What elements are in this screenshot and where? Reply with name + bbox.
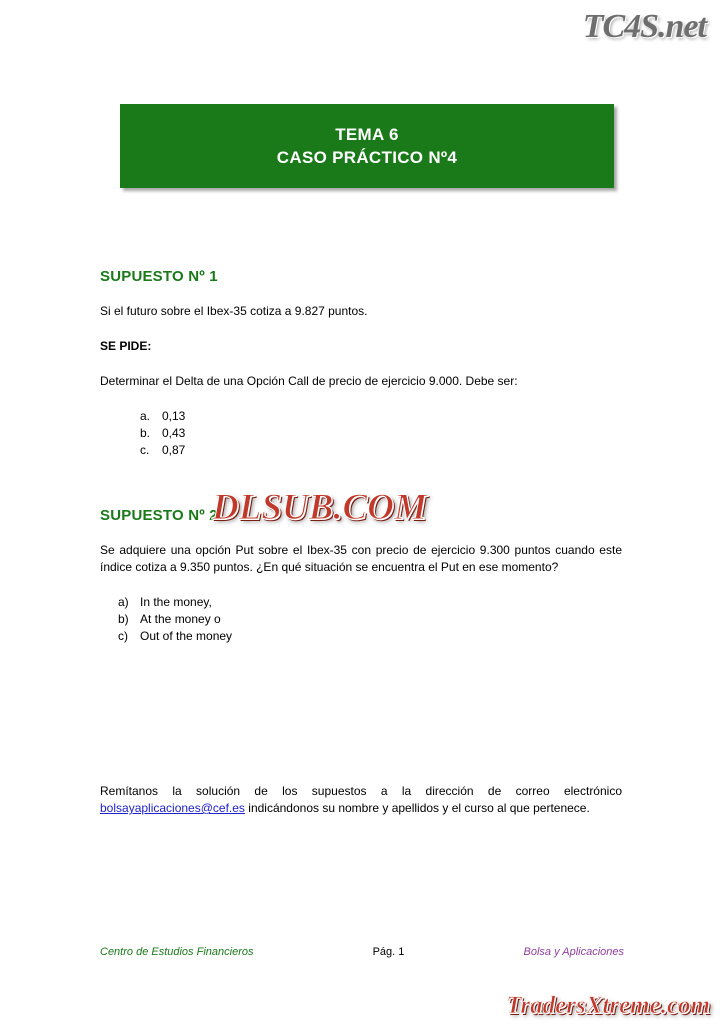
list-item[interactable] — [140, 442, 622, 459]
answer-marker: a. — [140, 409, 151, 423]
case1-intro: Si el futuro sobre el Ibex-35 cotiza a 9.827 puntos. — [100, 304, 368, 318]
answer-text: In the money, — [140, 595, 212, 609]
case2-question: Se adquiere una opción Put sobre el Ibex-35 con precio de ejercicio 9.300 puntos cuando este índice cotiza a 9.350 puntos. ¿En qué situación se encuentra el Put en ese momento? — [100, 543, 622, 574]
answer-marker: b) — [118, 612, 129, 626]
list-item[interactable] — [118, 594, 622, 611]
case1-question: Determinar el Delta de una Opción Call de precio de ejercicio 9.000. Debe ser: — [100, 374, 518, 388]
answer-text: At the money o — [140, 612, 221, 626]
watermark-top-right: TC4S.net — [582, 8, 706, 45]
list-item[interactable] — [118, 628, 622, 645]
closing-text-part1: Remítanos la solución de los supuestos a la dirección de correo electrónico — [100, 784, 622, 798]
case1-answer-list — [100, 408, 622, 459]
answer-marker: c) — [118, 629, 128, 643]
answer-marker: a) — [118, 595, 129, 609]
email-link[interactable]: bolsayaplicaciones@cef.es — [100, 801, 245, 815]
answer-marker: b. — [140, 426, 151, 440]
answer-text: Out of the money — [140, 629, 233, 643]
answer-text: 0,87 — [162, 443, 186, 457]
answer-text: 0,13 — [162, 409, 186, 423]
case2-heading: SUPUESTO Nº 2 — [100, 507, 218, 524]
case1-heading: SUPUESTO Nº 1 — [100, 268, 218, 285]
vertical-spacer — [100, 671, 622, 783]
footer-left: Centro de Estudios Financieros — [100, 946, 254, 958]
document-body — [100, 268, 622, 817]
list-item[interactable] — [140, 425, 622, 442]
banner-line-1: TEMA 6 — [335, 125, 399, 144]
page-footer — [100, 946, 624, 958]
answer-text: 0,43 — [162, 426, 186, 440]
answer-marker: c. — [140, 443, 150, 457]
list-item[interactable] — [140, 408, 622, 425]
title-banner — [120, 104, 614, 188]
watermark-bottom-right: TradersXtreme.com — [506, 992, 710, 1019]
case1-prompt-label: SE PIDE: — [100, 339, 152, 353]
footer-right: Bolsa y Aplicaciones — [523, 946, 624, 958]
closing-text-part2: indicándonos su nombre y apellidos y el curso al que pertenece. — [244, 801, 590, 815]
watermark-middle: DLSUB.COM — [212, 487, 427, 528]
list-item[interactable] — [118, 611, 622, 628]
case2-answer-list — [100, 594, 622, 645]
banner-line-2: CASO PRÁCTICO Nº4 — [276, 148, 458, 167]
closing-paragraph — [100, 783, 622, 817]
footer-page-number: Pág. 1 — [372, 946, 405, 958]
